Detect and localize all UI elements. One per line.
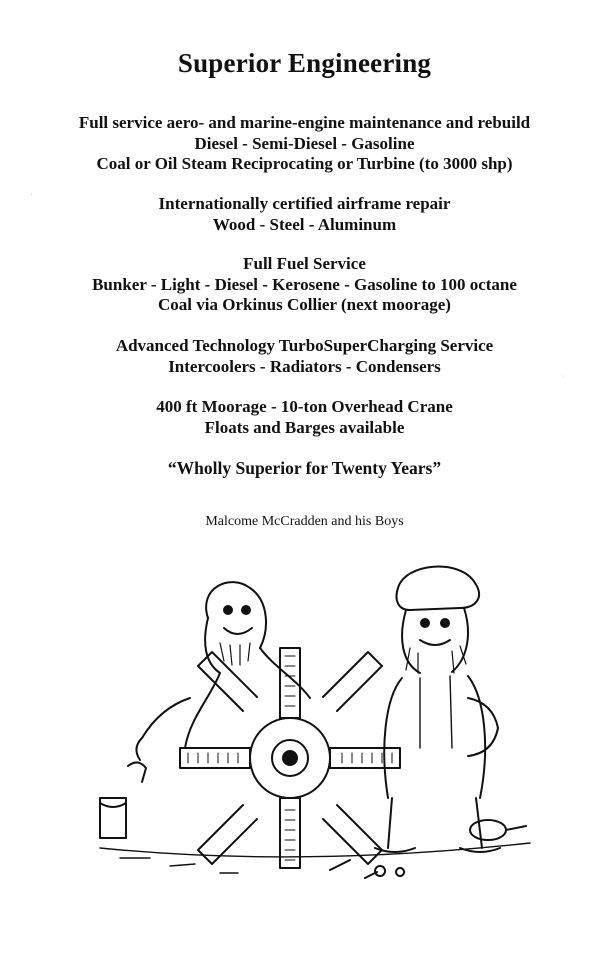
page-title: Superior Engineering	[177, 48, 432, 78]
radial-engine	[180, 648, 400, 868]
section-line: Advanced Technology TurboSuperCharging Service	[115, 336, 494, 355]
section-line: Internationally certified airframe repair	[158, 194, 451, 213]
section-airframe-repair	[0, 194, 609, 235]
scan-speck: ·	[562, 372, 565, 381]
section-line: Wood - Steel - Aluminum	[212, 214, 397, 234]
section-line: 400 ft Moorage - 10-ton Overhead Crane	[156, 397, 453, 416]
slogan	[0, 458, 609, 479]
section-turbo-service	[0, 336, 609, 377]
section-line: Coal or Oil Steam Reciprocating or Turbine (to 3000 shp)	[96, 154, 513, 173]
mechanics-with-radial-engine-illustration	[80, 548, 540, 908]
slogan-text: “Wholly Superior for Twenty Years”	[167, 458, 442, 478]
section-line: Intercoolers - Radiators - Condensers	[168, 356, 441, 376]
ground-tools	[100, 762, 530, 878]
left-mechanic-figure	[136, 582, 310, 760]
section-fuel-service	[0, 254, 609, 316]
scan-speck: ·	[30, 190, 33, 199]
section-line: Floats and Barges available	[204, 417, 405, 437]
section-line: Full Fuel Service	[243, 254, 366, 273]
section-line: Full service aero- and marine-engine maintenance and rebuild	[78, 113, 531, 132]
signature: Malcome McCradden and his Boys	[205, 514, 404, 529]
section-line: Coal via Orkinus Collier (next moorage)	[158, 295, 451, 314]
right-mechanic-figure	[375, 567, 500, 852]
section-line: Diesel - Semi-Diesel - Gasoline	[194, 133, 415, 153]
section-line: Bunker - Light - Diesel - Kerosene - Gasoline to 100 octane	[92, 274, 517, 294]
section-engine-service	[0, 113, 609, 175]
section-moorage	[0, 397, 609, 438]
